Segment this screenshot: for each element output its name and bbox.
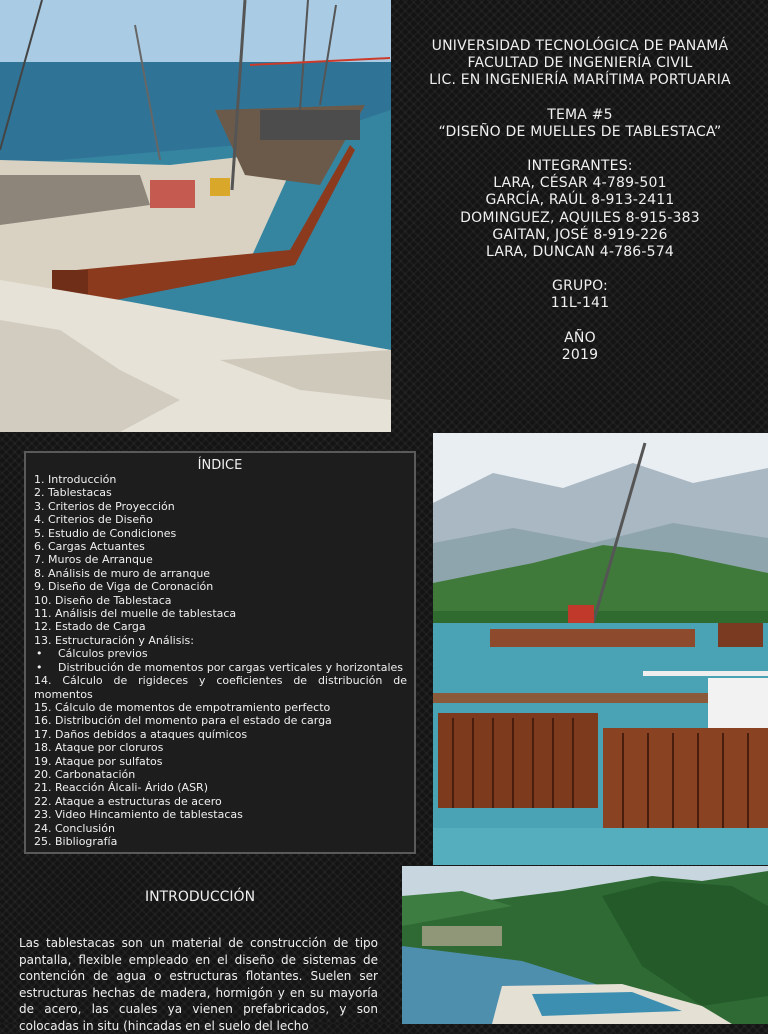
year-value: 2019 (561, 346, 599, 363)
member-item: DOMINGUEZ, AQUILES 8-915-383 (460, 209, 700, 226)
index-item: 24. Conclusión (34, 821, 115, 835)
index-item: 22. Ataque a estructuras de acero (34, 794, 222, 808)
index-item: 14. Cálculo de rigideces y coeficientes de distribución de momentos (34, 674, 407, 701)
member-item: GAITAN, JOSÉ 8-919-226 (492, 226, 668, 243)
member-item: LARA, CÉSAR 4-789-501 (493, 175, 667, 192)
program-name: LIC. EN INGENIERÍA MARÍTIMA PORTUARIA (429, 72, 731, 89)
index-item: 2. Tablestacas (34, 486, 112, 500)
sheet-pile-wall-photo (433, 433, 768, 865)
index-item: 12. Estado de Carga (34, 620, 146, 634)
member-item: GARCÍA, RAÚL 8-913-2411 (485, 192, 675, 209)
index-item: 11. Análisis del muelle de tablestaca (34, 607, 237, 621)
index-item: 20. Carbonatación (34, 767, 136, 781)
topic-label: TEMA #5 (547, 106, 613, 123)
year-label: AÑO (564, 329, 596, 346)
index-item: 4. Criterios de Diseño (34, 513, 153, 527)
index-item: 25. Bibliografía (34, 834, 118, 848)
intro-title: INTRODUCCIÓN (144, 889, 256, 905)
members-label: INTEGRANTES: (527, 158, 633, 175)
group-label: GRUPO: (552, 278, 608, 295)
index-item: 1. Introducción (34, 473, 117, 486)
index-item: 18. Ataque por cloruros (34, 741, 164, 755)
index-item: 16. Distribución del momento para el estado de carga (34, 714, 332, 728)
port-construction-photo (0, 0, 391, 432)
member-item: LARA, DUNCAN 4-786-574 (486, 244, 674, 261)
university-name: UNIVERSIDAD TECNOLÓGICA DE PANAMÁ (431, 38, 729, 54)
index-item: 7. Muros de Arranque (34, 553, 153, 567)
index-item: 6. Cargas Actuantes (34, 540, 145, 554)
index-item: 10. Diseño de Tablestaca (34, 593, 172, 607)
index-subitem: • Distribución de momentos por cargas verticales y horizontales (34, 661, 407, 674)
index-item: 15. Cálculo de momentos de empotramiento perfecto (34, 700, 331, 714)
index-title: ÍNDICE (197, 458, 243, 473)
index-item: 19. Ataque por sulfatos (34, 754, 163, 768)
index-item: 8. Análisis de muro de arranque (34, 566, 211, 580)
index-subitem: • Cálculos previos (34, 647, 407, 660)
index-item: 9. Diseño de Viga de Coronación (34, 580, 214, 594)
cover-block (400, 38, 760, 364)
group-value: 11L-141 (550, 295, 610, 312)
index-item: 17. Daños debidos a ataques químicos (34, 727, 248, 741)
index-list (34, 473, 407, 848)
index-item: 13. Estructuración y Análisis: (34, 633, 194, 647)
aerial-port-photo (402, 866, 768, 1024)
index-item: 3. Criterios de Proyección (34, 499, 175, 513)
index-item: 5. Estudio de Condiciones (34, 526, 177, 540)
topic-title: “DISEÑO DE MUELLES DE TABLESTACA” (438, 123, 722, 140)
index-item: 23. Video Hincamiento de tablestacas (34, 808, 243, 822)
faculty-name: FACULTAD DE INGENIERÍA CIVIL (467, 55, 693, 72)
intro-paragraph: Las tablestacas son un material de construcción de tipo pantalla, flexible empleado en el diseño de sistemas de contención de agua o estructuras flotantes. Suelen ser estructuras hechas de madera, hormigón y en su mayoría de acero, las cuales ya vienen prefabricados, y son colocadas in situ (hincadas en el suelo del lecho (19, 936, 378, 1033)
index-box (24, 451, 416, 854)
index-item: 21. Reacción Álcali- Árido (ASR) (34, 781, 208, 795)
